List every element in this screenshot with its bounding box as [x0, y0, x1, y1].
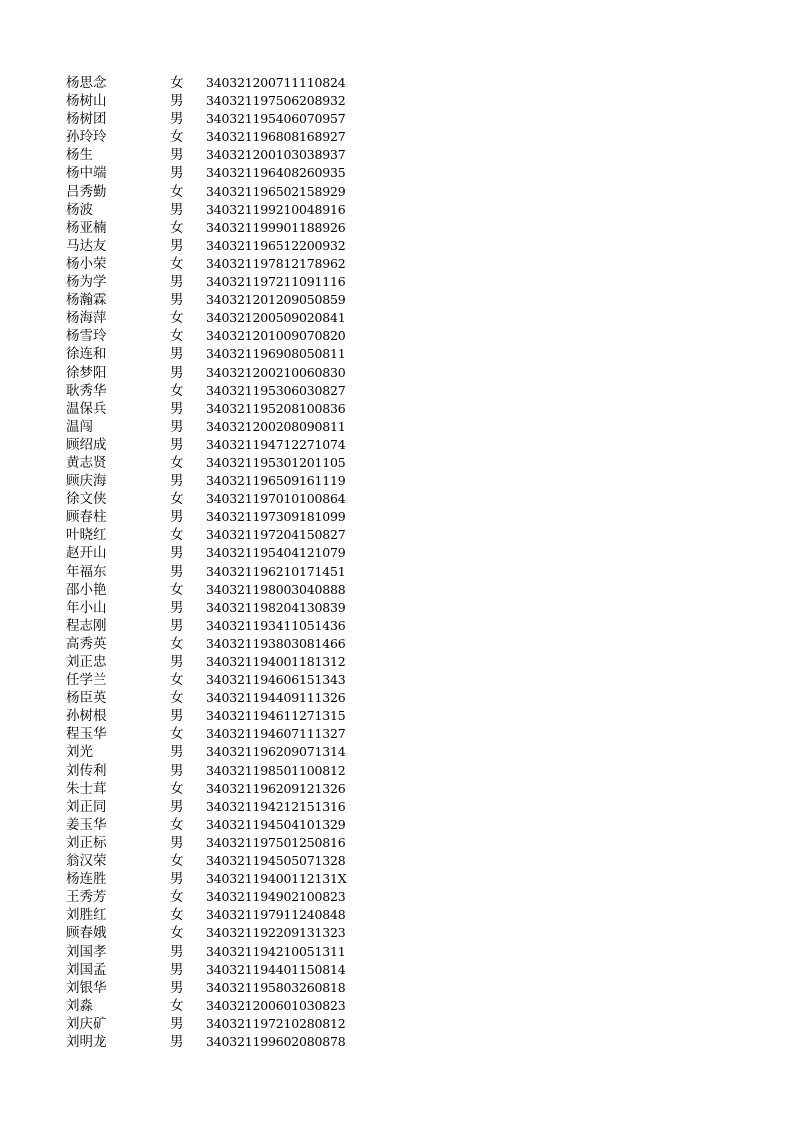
id-number-cell: 340321196512200932 [206, 237, 346, 253]
gender-cell: 女 [170, 635, 184, 652]
gender-cell: 男 [170, 147, 184, 164]
gender-cell: 男 [170, 708, 184, 725]
gender-cell: 男 [170, 834, 184, 851]
name-cell: 黄志贤 [66, 454, 107, 471]
id-number-cell: 340321200103038937 [206, 147, 346, 163]
name-cell: 王秀芳 [66, 889, 107, 906]
name-cell: 杨海萍 [66, 310, 107, 327]
name-cell: 耿秀华 [66, 382, 107, 399]
gender-cell: 女 [170, 690, 184, 707]
gender-cell: 女 [170, 183, 184, 200]
name-cell: 马达友 [66, 237, 107, 254]
id-number-cell: 340321192209131323 [206, 925, 346, 941]
gender-cell: 女 [170, 672, 184, 689]
gender-cell: 男 [170, 744, 184, 761]
id-number-cell: 340321196209071314 [206, 744, 346, 760]
name-cell: 刘胜红 [66, 907, 107, 924]
table-row [66, 309, 366, 327]
gender-cell: 男 [170, 418, 184, 435]
name-cell: 温保兵 [66, 400, 107, 417]
table-row [66, 74, 366, 92]
name-cell: 杨雪玲 [66, 328, 107, 345]
table-row [66, 291, 366, 309]
table-row [66, 671, 366, 689]
gender-cell: 女 [170, 925, 184, 942]
id-number-cell: 340321200711110824 [206, 75, 346, 90]
table-row [66, 327, 366, 345]
name-cell: 杨波 [66, 201, 93, 218]
table-row [66, 544, 366, 562]
id-number-cell: 340321200208090811 [206, 418, 346, 434]
table-row [66, 1015, 366, 1033]
gender-cell: 男 [170, 436, 184, 453]
id-number-cell: 340321195306030827 [206, 382, 346, 398]
table-row [66, 237, 366, 255]
table-row [66, 273, 366, 291]
id-number-cell: 340321196509161119 [206, 473, 346, 489]
name-cell: 杨小荣 [66, 255, 107, 272]
table-row [66, 888, 366, 906]
name-cell: 朱士茸 [66, 780, 107, 797]
table-row [66, 653, 366, 671]
table-row [66, 870, 366, 888]
gender-cell: 男 [170, 1033, 184, 1050]
name-cell: 任学兰 [66, 672, 107, 689]
gender-cell: 男 [170, 93, 184, 110]
id-number-cell: 340321196502158929 [206, 183, 346, 199]
gender-cell: 男 [170, 292, 184, 309]
id-number-cell: 340321194505071328 [206, 853, 346, 869]
name-cell: 翁汉荣 [66, 853, 107, 870]
name-cell: 温闯 [66, 418, 93, 435]
gender-cell: 男 [170, 400, 184, 417]
gender-cell: 女 [170, 219, 184, 236]
table-row [66, 472, 366, 490]
gender-cell: 男 [170, 617, 184, 634]
table-row [66, 979, 366, 997]
table-row [66, 599, 366, 617]
id-number-cell: 340321196908050811 [206, 346, 346, 362]
name-cell: 杨树山 [66, 93, 107, 110]
table-row [66, 255, 366, 273]
gender-cell: 女 [170, 889, 184, 906]
table-row [66, 345, 366, 363]
name-cell: 赵开山 [66, 545, 107, 562]
id-number-cell: 340321201009070820 [206, 328, 346, 344]
table-row [66, 689, 366, 707]
gender-cell: 女 [170, 75, 184, 91]
name-cell: 刘淼 [66, 997, 93, 1014]
table-row [66, 743, 366, 761]
table-row [66, 400, 366, 418]
name-cell: 刘正标 [66, 834, 107, 851]
name-cell: 姜玉华 [66, 816, 107, 833]
name-cell: 高秀英 [66, 635, 107, 652]
gender-cell: 女 [170, 581, 184, 598]
name-cell: 叶晓红 [66, 527, 107, 544]
table-row [66, 92, 366, 110]
gender-cell: 女 [170, 780, 184, 797]
gender-cell: 女 [170, 816, 184, 833]
gender-cell: 男 [170, 545, 184, 562]
name-cell: 刘银华 [66, 979, 107, 996]
id-number-cell: 340321197812178962 [206, 255, 346, 271]
id-number-cell: 340321195803260818 [206, 979, 346, 995]
id-number-cell: 340321193803081466 [206, 635, 346, 651]
table-row [66, 780, 366, 798]
gender-cell: 男 [170, 961, 184, 978]
name-cell: 顾庆海 [66, 473, 107, 490]
id-number-cell: 340321197204150827 [206, 527, 346, 543]
id-number-cell: 340321195208100836 [206, 400, 346, 416]
table-row [66, 201, 366, 219]
name-cell: 杨树团 [66, 111, 107, 128]
table-row [66, 762, 366, 780]
id-number-cell: 340321194611271315 [206, 708, 346, 724]
table-row [66, 635, 366, 653]
name-cell: 年小山 [66, 599, 107, 616]
gender-cell: 女 [170, 527, 184, 544]
gender-cell: 女 [170, 310, 184, 327]
gender-cell: 男 [170, 201, 184, 218]
table-row [66, 183, 366, 201]
table-row [66, 164, 366, 182]
gender-cell: 女 [170, 997, 184, 1014]
table-row [66, 834, 366, 852]
name-cell: 刘光 [66, 744, 93, 761]
id-number-cell: 340321200210060830 [206, 364, 346, 380]
id-number-cell: 340321194504101329 [206, 816, 346, 832]
gender-cell: 女 [170, 328, 184, 345]
gender-cell: 男 [170, 1015, 184, 1032]
name-cell: 刘国孟 [66, 961, 107, 978]
id-number-cell: 340321196408260935 [206, 165, 346, 181]
id-number-cell: 340321198003040888 [206, 581, 346, 597]
table-row [66, 581, 366, 599]
name-cell: 杨思念 [66, 75, 107, 91]
gender-cell: 男 [170, 979, 184, 996]
gender-cell: 女 [170, 129, 184, 146]
name-cell: 杨生 [66, 147, 93, 164]
table-row [66, 146, 366, 164]
name-cell: 杨连胜 [66, 871, 107, 888]
name-cell: 孙玲玲 [66, 129, 107, 146]
id-number-cell: 340321195404121079 [206, 545, 346, 561]
name-cell: 吕秀勤 [66, 183, 107, 200]
gender-cell: 男 [170, 237, 184, 254]
gender-cell: 女 [170, 382, 184, 399]
id-number-cell: 340321196808168927 [206, 129, 346, 145]
table-row [66, 961, 366, 979]
id-number-cell: 340321199210048916 [206, 201, 346, 217]
name-cell: 杨臣英 [66, 690, 107, 707]
table-row [66, 563, 366, 581]
table-row [66, 707, 366, 725]
name-cell: 刘正忠 [66, 654, 107, 670]
name-cell: 顾春柱 [66, 509, 107, 526]
table-row [66, 617, 366, 635]
id-number-cell: 340321198501100812 [206, 762, 346, 778]
table-row [66, 418, 366, 436]
id-number-cell: 340321197911240848 [206, 907, 346, 923]
table-row [66, 924, 366, 942]
gender-cell: 男 [170, 509, 184, 526]
name-cell: 顾春娥 [66, 925, 107, 942]
table-row [66, 1033, 366, 1051]
table-row [66, 382, 366, 400]
id-number-cell: 340321197309181099 [206, 509, 346, 525]
id-number-cell: 340321197501250816 [206, 834, 346, 850]
table-row [66, 798, 366, 816]
gender-cell: 男 [170, 364, 184, 381]
table-row [66, 725, 366, 743]
name-cell: 徐连和 [66, 346, 107, 363]
table-row [66, 490, 366, 508]
gender-cell: 男 [170, 165, 184, 182]
table-row [66, 364, 366, 382]
id-number-cell: 340321195406070957 [206, 111, 346, 127]
name-cell: 刘庆矿 [66, 1015, 107, 1032]
table-row [66, 454, 366, 472]
table-row [66, 852, 366, 870]
id-number-cell: 340321198204130839 [206, 599, 346, 615]
id-number-cell: 340321197010100864 [206, 491, 346, 507]
name-cell: 刘正同 [66, 798, 107, 815]
table-row [66, 110, 366, 128]
id-number-cell: 340321193411051436 [206, 617, 346, 633]
name-cell: 杨瀚霖 [66, 292, 107, 309]
name-cell: 程玉华 [66, 726, 107, 743]
table-row [66, 997, 366, 1015]
id-number-cell: 340321199901188926 [206, 219, 346, 235]
gender-cell: 女 [170, 255, 184, 272]
id-number-cell: 340321196209121326 [206, 780, 346, 796]
id-number-cell: 340321200509020841 [206, 310, 346, 326]
table-row [66, 128, 366, 146]
id-number-cell: 340321197506208932 [206, 93, 346, 109]
gender-cell: 男 [170, 654, 184, 670]
gender-cell: 女 [170, 907, 184, 924]
gender-cell: 男 [170, 473, 184, 490]
id-number-cell: 340321194606151343 [206, 672, 346, 688]
name-cell: 刘国孝 [66, 943, 107, 960]
table-row [66, 906, 366, 924]
table-row [66, 816, 366, 834]
name-cell: 徐梦阳 [66, 364, 107, 381]
id-number-cell: 340321199602080878 [206, 1033, 346, 1049]
gender-cell: 男 [170, 346, 184, 363]
name-cell: 刘明龙 [66, 1033, 107, 1050]
gender-cell: 男 [170, 599, 184, 616]
table-row [66, 508, 366, 526]
id-number-cell: 340321195301201105 [206, 454, 346, 470]
name-cell: 年福东 [66, 563, 107, 580]
id-number-cell: 340321194210051311 [206, 943, 346, 959]
id-number-cell: 340321194409111326 [206, 690, 346, 706]
gender-cell: 女 [170, 853, 184, 870]
id-number-cell: 340321197211091116 [206, 274, 346, 290]
id-number-cell: 340321200601030823 [206, 997, 346, 1013]
roster-table [66, 74, 366, 1051]
gender-cell: 男 [170, 111, 184, 128]
name-cell: 杨为学 [66, 274, 107, 291]
name-cell: 刘传利 [66, 762, 107, 779]
gender-cell: 男 [170, 871, 184, 888]
name-cell: 徐文侠 [66, 491, 107, 508]
name-cell: 孙树根 [66, 708, 107, 725]
gender-cell: 男 [170, 798, 184, 815]
table-row [66, 943, 366, 961]
id-number-cell: 340321194607111327 [206, 726, 346, 742]
gender-cell: 男 [170, 943, 184, 960]
gender-cell: 女 [170, 726, 184, 743]
id-number-cell: 340321201209050859 [206, 292, 346, 308]
id-number-cell: 340321194212151316 [206, 798, 346, 814]
name-cell: 程志刚 [66, 617, 107, 634]
name-cell: 邵小艳 [66, 581, 107, 598]
table-row [66, 219, 366, 237]
gender-cell: 女 [170, 491, 184, 508]
id-number-cell: 340321194712271074 [206, 436, 346, 452]
gender-cell: 男 [170, 563, 184, 580]
table-row [66, 526, 366, 544]
gender-cell: 男 [170, 762, 184, 779]
id-number-cell: 340321197210280812 [206, 1015, 346, 1031]
id-number-cell: 340321194001181312 [206, 654, 346, 669]
name-cell: 顾绍成 [66, 436, 107, 453]
id-number-cell: 340321194902100823 [206, 889, 346, 905]
id-number-cell: 340321196210171451 [206, 563, 346, 579]
gender-cell: 女 [170, 454, 184, 471]
id-number-cell: 34032119400112131X [206, 871, 347, 887]
gender-cell: 男 [170, 274, 184, 291]
name-cell: 杨亚楠 [66, 219, 107, 236]
table-row [66, 436, 366, 454]
name-cell: 杨中端 [66, 165, 107, 182]
id-number-cell: 340321194401150814 [206, 961, 346, 977]
